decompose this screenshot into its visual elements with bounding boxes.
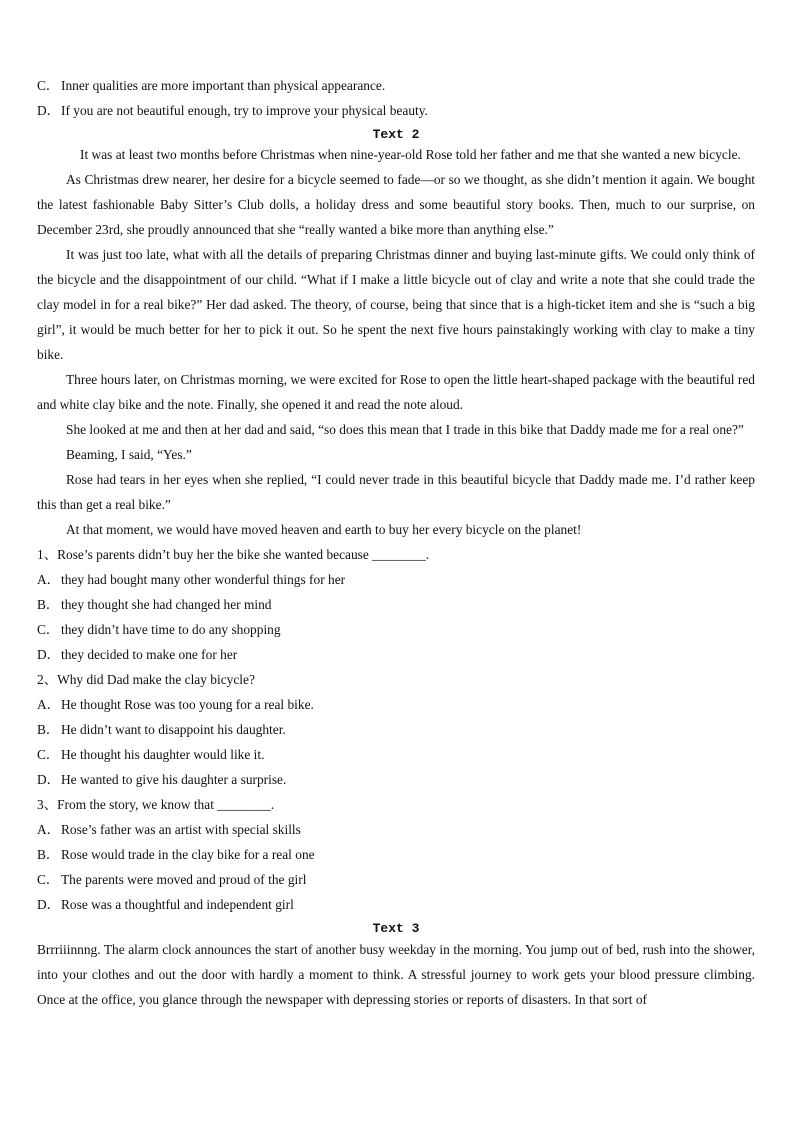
option-label: D． xyxy=(37,772,61,787)
option-label: C． xyxy=(37,78,60,93)
option-label: B． xyxy=(37,847,60,862)
option-d xyxy=(37,98,755,123)
option-text: they thought she had changed her mind xyxy=(61,597,272,612)
option-label: B． xyxy=(37,722,60,737)
option-label: D． xyxy=(37,897,61,912)
option-text: Rose was a thoughtful and independent girl xyxy=(61,897,294,912)
option-label: B． xyxy=(37,597,60,612)
option-text: they decided to make one for her xyxy=(61,647,238,662)
option-label: C． xyxy=(37,747,60,762)
option-text: they had bought many other wonderful things for her xyxy=(61,572,346,587)
question-3 xyxy=(37,792,755,917)
option-text: He didn’t want to disappoint his daughter. xyxy=(61,722,286,737)
paragraph: She looked at me and then at her dad and said, “so does this mean that I trade in this bike that Daddy made me for a real one?” xyxy=(66,422,744,437)
question-stem: 1、Rose’s parents didn’t buy her the bike she wanted because ________. xyxy=(37,547,430,562)
option-text: He thought his daughter would like it. xyxy=(61,747,265,762)
option-label: C． xyxy=(37,872,60,887)
paragraph: As Christmas drew nearer, her desire for a bicycle seemed to fade—or so we thought, as she didn’t mention it again. We bought the latest fashionable Baby Sitter’s Club dolls, a holiday dress and some beautiful story books. Then, much to our surprise, on December 23rd, she proudly announced that she “really wanted a bike more than anything else.” xyxy=(37,172,755,237)
option-text: He wanted to give his daughter a surprise. xyxy=(61,772,287,787)
option-text: If you are not beautiful enough, try to improve your physical beauty. xyxy=(61,103,428,118)
option-d xyxy=(37,642,755,667)
option-text: Inner qualities are more important than physical appearance. xyxy=(61,78,386,93)
option-a xyxy=(37,692,755,717)
option-c xyxy=(37,73,755,98)
paragraph: Three hours later, on Christmas morning, we were excited for Rose to open the little heart-shaped package with the beautiful red and white clay bike and the note. Finally, she opened it and read the note aloud. xyxy=(37,372,755,412)
question-1 xyxy=(37,542,755,667)
paragraph: Rose had tears in her eyes when she replied, “I could never trade in this beautiful bicycle that Daddy made me. I’d rather keep this than get a real bike.” xyxy=(37,472,755,512)
question-stem: 3、From the story, we know that ________. xyxy=(37,797,275,812)
option-c xyxy=(37,867,755,892)
option-text: He thought Rose was too young for a real bike. xyxy=(61,697,314,712)
option-text: they didn’t have time to do any shopping xyxy=(61,622,281,637)
paragraph: Brrriiinnng. The alarm clock announces the start of another busy weekday in the morning. You jump out of bed, rush into the shower, into your clothes and out the door with hardly a moment to think. A stressful journey to work gets your blood pressure climbing. Once at the office, you glance through the newspaper with depressing stories or reports of disasters. In that sort of xyxy=(37,942,755,1007)
option-label: D． xyxy=(37,103,61,118)
option-c xyxy=(37,617,755,642)
option-b xyxy=(37,592,755,617)
option-label: A． xyxy=(37,697,61,712)
document-page xyxy=(37,73,755,1012)
option-label: C． xyxy=(37,622,60,637)
option-label: D． xyxy=(37,647,61,662)
option-text: Rose would trade in the clay bike for a real one xyxy=(61,847,315,862)
option-b xyxy=(37,717,755,742)
option-a xyxy=(37,567,755,592)
option-b xyxy=(37,842,755,867)
option-label: A． xyxy=(37,572,61,587)
paragraph: It was just too late, what with all the details of preparing Christmas dinner and buying last-minute gifts. We could only think of the bicycle and the disappointment of our child. “What if I make a little bicycle out of clay and write a note that she could trade the clay model in for a real bike?” Her dad asked. The theory, of course, being that since that is a high-ticket item and she is “such a big girl”, it would be much better for her to pick it out. So he spent the next five hours painstakingly working with clay to make a tiny bike. xyxy=(37,247,755,362)
option-d xyxy=(37,892,755,917)
option-text: The parents were moved and proud of the girl xyxy=(61,872,307,887)
option-label: A． xyxy=(37,822,61,837)
option-a xyxy=(37,817,755,842)
paragraph: At that moment, we would have moved heaven and earth to buy her every bicycle on the planet! xyxy=(66,522,582,537)
option-text: Rose’s father was an artist with special skills xyxy=(61,822,301,837)
question-2 xyxy=(37,667,755,792)
option-d xyxy=(37,767,755,792)
option-c xyxy=(37,742,755,767)
paragraph: Beaming, I said, “Yes.” xyxy=(66,447,192,462)
section-heading-text2: Text 2 xyxy=(372,127,420,142)
paragraph: It was at least two months before Christmas when nine-year-old Rose told her father and me that she wanted a new bicycle. xyxy=(80,147,741,162)
section-heading-text3: Text 3 xyxy=(372,921,420,936)
question-stem: 2、Why did Dad make the clay bicycle? xyxy=(37,672,255,687)
